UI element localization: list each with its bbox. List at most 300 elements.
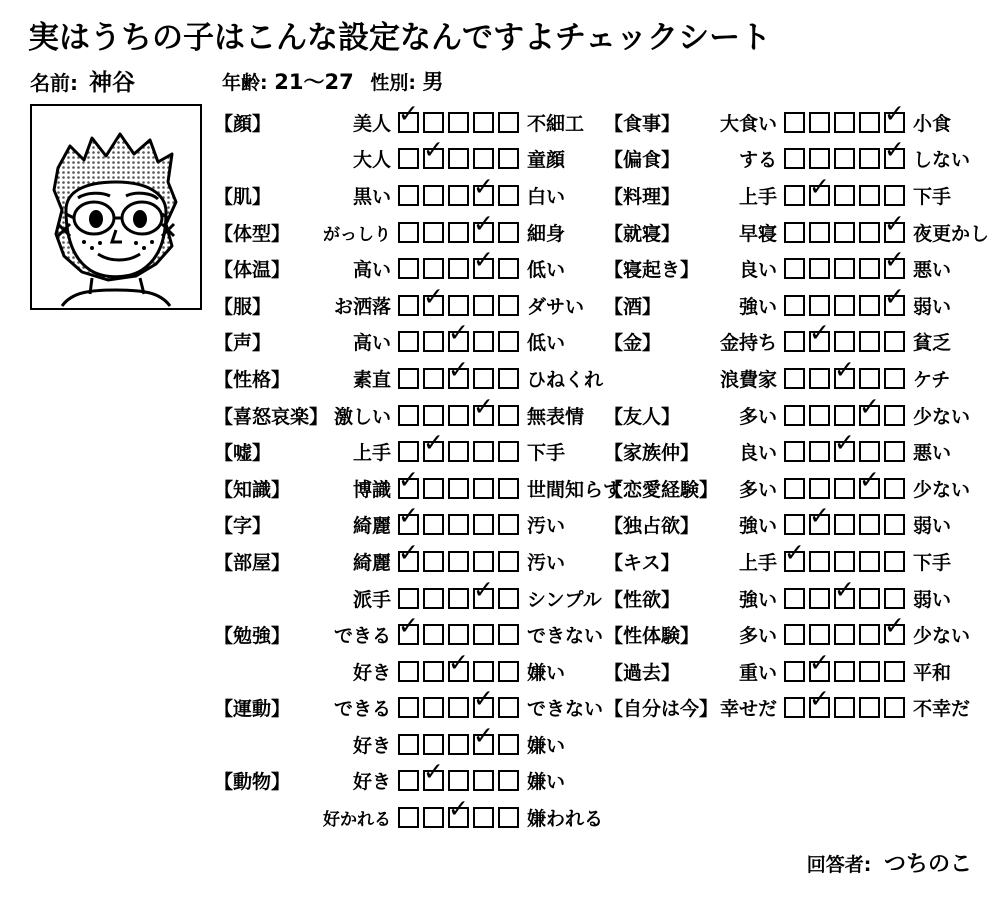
checkbox[interactable]: [498, 478, 519, 499]
checkbox[interactable]: [398, 770, 419, 791]
checkbox[interactable]: [398, 368, 419, 389]
name-value: 神谷: [88, 70, 135, 96]
row-label-left: 重い: [738, 661, 777, 684]
checkbox[interactable]: [809, 588, 830, 609]
checkbox[interactable]: [498, 770, 519, 791]
checkbox[interactable]: [423, 331, 444, 352]
checkbox[interactable]: [398, 734, 419, 755]
checkbox[interactable]: [473, 331, 494, 352]
row-label-left: 良い: [738, 259, 777, 282]
row-label-right: 低い: [527, 332, 566, 355]
checkbox[interactable]: [884, 98, 905, 133]
checkbox[interactable]: [809, 501, 830, 535]
checkbox[interactable]: [784, 368, 805, 389]
checkbox-group: [784, 281, 905, 316]
checkbox-group: [784, 647, 905, 682]
checkbox[interactable]: [398, 185, 419, 206]
checkbox[interactable]: [473, 684, 494, 718]
checkbox-group: [398, 318, 519, 352]
checkbox[interactable]: [784, 624, 805, 645]
checkbox[interactable]: [398, 258, 419, 279]
checkbox[interactable]: [859, 588, 880, 609]
checkbox[interactable]: [398, 405, 419, 426]
checkbox-group: [398, 574, 519, 609]
row-label-right: 不細工: [527, 112, 585, 135]
checkbox[interactable]: [398, 331, 419, 352]
checkbox[interactable]: [809, 171, 830, 206]
checkbox[interactable]: [473, 208, 494, 243]
checkbox[interactable]: [809, 551, 830, 572]
checkbox[interactable]: [498, 514, 519, 535]
checksheet-row: [214, 684, 622, 727]
checkbox[interactable]: [498, 588, 519, 609]
checksheet-row: [214, 757, 622, 800]
checkbox[interactable]: [473, 112, 494, 133]
checkbox[interactable]: [809, 148, 830, 169]
checkbox[interactable]: [834, 258, 855, 279]
checkbox[interactable]: [398, 611, 419, 645]
checkbox[interactable]: [423, 112, 444, 133]
name-label: 名前:: [30, 71, 78, 95]
checkbox-group: [784, 428, 905, 462]
checkbox[interactable]: [859, 391, 880, 426]
row-label-right: 汚い: [527, 551, 566, 574]
checkbox[interactable]: [834, 354, 855, 389]
checkbox[interactable]: [834, 661, 855, 682]
checksheet-row: [214, 354, 622, 397]
checkbox[interactable]: [473, 148, 494, 169]
checkbox[interactable]: [473, 574, 494, 609]
row-category: 【動物】: [214, 771, 291, 794]
checkbox[interactable]: [473, 295, 494, 316]
checkbox[interactable]: [398, 98, 419, 133]
check-icon: ✓: [473, 574, 494, 604]
checkbox[interactable]: [884, 441, 905, 462]
checkbox[interactable]: [473, 391, 494, 426]
row-label-left: できる: [333, 625, 391, 648]
checkbox-group: [784, 245, 905, 279]
row-label-right: 平和: [913, 661, 952, 684]
checksheet-row: [604, 611, 989, 653]
checkbox[interactable]: [448, 185, 469, 206]
checkbox[interactable]: [473, 478, 494, 499]
row-category: 【体温】: [214, 259, 291, 282]
checkbox[interactable]: [784, 222, 805, 243]
check-icon: ✓: [473, 684, 494, 714]
row-label-left: 多い: [738, 625, 777, 648]
check-icon: ✓: [448, 794, 469, 824]
row-label-left: 好き: [352, 734, 391, 757]
checkbox[interactable]: [473, 514, 494, 535]
checkbox[interactable]: [809, 441, 830, 462]
checkbox[interactable]: [859, 295, 880, 316]
checksheet-row: [604, 171, 989, 214]
checkbox[interactable]: [784, 295, 805, 316]
checkbox-group: [398, 245, 519, 279]
check-icon: ✓: [448, 354, 469, 384]
checkbox[interactable]: [859, 258, 880, 279]
checkbox[interactable]: [834, 697, 855, 718]
check-icon: ✓: [834, 574, 855, 604]
checkbox[interactable]: [859, 514, 880, 535]
row-label-left: 上手: [738, 551, 777, 574]
checkbox[interactable]: [473, 171, 494, 206]
checkbox[interactable]: [884, 245, 905, 279]
checkbox[interactable]: [834, 574, 855, 609]
checkbox[interactable]: [884, 281, 905, 316]
checkbox[interactable]: [448, 258, 469, 279]
checkbox[interactable]: [448, 222, 469, 243]
checkbox[interactable]: [498, 222, 519, 243]
checkbox[interactable]: [423, 281, 444, 316]
row-label-right: 嫌われる: [527, 808, 604, 831]
checkbox[interactable]: [423, 734, 444, 755]
checkbox[interactable]: [784, 112, 805, 133]
checkbox[interactable]: [448, 295, 469, 316]
checkbox[interactable]: [859, 551, 880, 572]
checksheet-row: [604, 208, 990, 251]
checkbox[interactable]: [784, 697, 805, 718]
check-icon: ✓: [473, 208, 494, 238]
checkbox[interactable]: [884, 135, 905, 169]
row-label-right: しない: [913, 149, 971, 172]
checkbox[interactable]: [834, 478, 855, 499]
checkbox[interactable]: [398, 588, 419, 609]
row-category: 【喜怒哀楽】: [214, 405, 329, 428]
checkbox[interactable]: [473, 368, 494, 389]
checkbox[interactable]: [884, 551, 905, 572]
row-category: 【体型】: [214, 222, 291, 245]
row-label-left: お洒落: [333, 295, 391, 318]
checkbox[interactable]: [834, 295, 855, 316]
checkbox[interactable]: [784, 148, 805, 169]
checkbox[interactable]: [498, 405, 519, 426]
row-label-right: ケチ: [913, 368, 951, 391]
checkbox[interactable]: [784, 588, 805, 609]
checkbox[interactable]: [473, 661, 494, 682]
checkbox[interactable]: [859, 624, 880, 645]
checkbox[interactable]: [784, 258, 805, 279]
checkbox[interactable]: [809, 112, 830, 133]
checkbox[interactable]: [784, 514, 805, 535]
checksheet-row: [214, 135, 622, 178]
row-category: 【字】: [214, 515, 272, 538]
checkbox[interactable]: [809, 258, 830, 279]
checkbox[interactable]: [884, 588, 905, 609]
checkbox[interactable]: [884, 478, 905, 499]
checkbox[interactable]: [859, 441, 880, 462]
checksheet-row: [214, 537, 622, 580]
checkbox[interactable]: [423, 588, 444, 609]
row-label-left: 上手: [738, 185, 777, 208]
checkbox[interactable]: [448, 551, 469, 572]
checkbox[interactable]: [884, 611, 905, 645]
row-label-right: できない: [527, 625, 604, 648]
checkbox[interactable]: [423, 478, 444, 499]
checkbox[interactable]: [884, 331, 905, 352]
checksheet-row: [214, 171, 622, 214]
checkbox[interactable]: [448, 405, 469, 426]
checkbox-group: [784, 171, 905, 206]
row-label-right: 低い: [527, 259, 566, 282]
checkbox[interactable]: [473, 624, 494, 645]
checkbox[interactable]: [473, 245, 494, 279]
checkbox[interactable]: [473, 770, 494, 791]
checkbox[interactable]: [423, 697, 444, 718]
checkbox-group: [784, 464, 905, 499]
checkbox[interactable]: [423, 258, 444, 279]
checkbox[interactable]: [473, 551, 494, 572]
row-label-right: 嫌い: [527, 771, 566, 794]
check-icon: ✓: [473, 720, 494, 750]
checkbox[interactable]: [448, 478, 469, 499]
checkbox[interactable]: [498, 807, 519, 828]
row-label-right: 下手: [527, 442, 566, 465]
row-category: 【金】: [604, 332, 662, 355]
checkbox[interactable]: [884, 661, 905, 682]
check-icon: ✓: [423, 281, 444, 311]
checksheet-row: [214, 208, 622, 251]
row-label-left: 博識: [352, 478, 391, 501]
checkbox[interactable]: [398, 441, 419, 462]
check-icon: ✓: [448, 318, 469, 348]
check-icon: ✓: [473, 245, 494, 275]
row-label-left: 大人: [352, 149, 391, 172]
checkbox[interactable]: [498, 734, 519, 755]
row-label-right: 嫌い: [527, 661, 566, 684]
checkbox[interactable]: [809, 222, 830, 243]
checkbox[interactable]: [498, 368, 519, 389]
right-column: [604, 98, 990, 726]
checkbox-group: [398, 135, 519, 169]
checkbox[interactable]: [859, 464, 880, 499]
checkbox[interactable]: [398, 697, 419, 718]
checkbox[interactable]: [448, 112, 469, 133]
row-label-right: 下手: [913, 551, 952, 574]
row-label-right: シンプル: [527, 588, 602, 611]
checkbox[interactable]: [834, 624, 855, 645]
checkbox[interactable]: [448, 588, 469, 609]
checkbox[interactable]: [448, 318, 469, 352]
checkbox[interactable]: [784, 441, 805, 462]
row-label-right: 無表情: [527, 405, 585, 428]
checkbox-group: [784, 684, 905, 718]
checksheet-row: [214, 281, 622, 324]
checkbox[interactable]: [423, 135, 444, 169]
checkbox[interactable]: [498, 148, 519, 169]
checkbox[interactable]: [398, 148, 419, 169]
row-category: 【友人】: [604, 405, 681, 428]
checkbox[interactable]: [859, 368, 880, 389]
row-category: 【声】: [214, 332, 272, 355]
checkbox[interactable]: [784, 331, 805, 352]
checkbox[interactable]: [884, 185, 905, 206]
checksheet-row: [604, 574, 989, 617]
checkbox[interactable]: [423, 185, 444, 206]
checkbox[interactable]: [859, 148, 880, 169]
checkbox[interactable]: [448, 794, 469, 828]
checkbox[interactable]: [859, 222, 880, 243]
checkbox-group: [398, 537, 519, 572]
checkbox[interactable]: [834, 514, 855, 535]
checkbox[interactable]: [834, 185, 855, 206]
row-label-left: する: [738, 149, 777, 172]
checkbox[interactable]: [423, 514, 444, 535]
checkbox[interactable]: [423, 661, 444, 682]
checkbox[interactable]: [448, 354, 469, 389]
row-category: 【家族仲】: [604, 442, 700, 465]
checkbox-group: [784, 318, 905, 352]
check-icon: ✓: [809, 501, 830, 531]
checkbox-group: [398, 794, 519, 828]
checkbox[interactable]: [398, 807, 419, 828]
row-category: 【独占欲】: [604, 515, 700, 538]
checksheet-row: [604, 98, 989, 141]
checkbox[interactable]: [834, 331, 855, 352]
row-label-right: 汚い: [527, 515, 566, 538]
checkbox[interactable]: [448, 647, 469, 682]
row-label-left: 黒い: [352, 185, 391, 208]
checkbox[interactable]: [834, 428, 855, 462]
checkbox[interactable]: [423, 222, 444, 243]
checkbox[interactable]: [498, 551, 519, 572]
row-label-left: 強い: [738, 515, 777, 538]
checkbox[interactable]: [498, 112, 519, 133]
checkbox[interactable]: [784, 185, 805, 206]
checkbox[interactable]: [498, 624, 519, 645]
checkbox[interactable]: [423, 368, 444, 389]
checkbox-group: [398, 464, 519, 499]
checksheet-row: [214, 245, 622, 287]
row-category: 【嘘】: [214, 442, 272, 465]
checkbox[interactable]: [884, 514, 905, 535]
checkbox[interactable]: [398, 222, 419, 243]
checkbox[interactable]: [398, 537, 419, 572]
answerer-label: 回答者:: [806, 854, 872, 876]
name-row: [30, 64, 135, 97]
checkbox[interactable]: [834, 551, 855, 572]
checkbox[interactable]: [398, 464, 419, 499]
checkbox[interactable]: [398, 501, 419, 535]
row-label-right: 弱い: [913, 515, 952, 538]
checkbox[interactable]: [423, 624, 444, 645]
checkbox[interactable]: [784, 661, 805, 682]
checkbox[interactable]: [448, 441, 469, 462]
checkbox[interactable]: [398, 661, 419, 682]
checkbox[interactable]: [448, 148, 469, 169]
check-icon: ✓: [398, 611, 419, 641]
checkbox[interactable]: [448, 624, 469, 645]
checkbox[interactable]: [423, 551, 444, 572]
checkbox[interactable]: [473, 441, 494, 462]
checkbox[interactable]: [859, 112, 880, 133]
checkbox-group: [784, 537, 905, 572]
row-label-left: 派手: [352, 588, 391, 611]
checkbox[interactable]: [498, 661, 519, 682]
checkbox[interactable]: [423, 757, 444, 791]
checksheet-row: [604, 318, 989, 361]
checkbox[interactable]: [884, 208, 905, 243]
checkbox[interactable]: [448, 734, 469, 755]
checkbox[interactable]: [884, 368, 905, 389]
check-icon: ✓: [398, 537, 419, 567]
checkbox-group: [398, 98, 519, 133]
checkbox[interactable]: [884, 405, 905, 426]
checkbox[interactable]: [784, 478, 805, 499]
row-label-right: 世間知らず: [527, 478, 623, 501]
check-icon: ✓: [423, 135, 444, 165]
checkbox[interactable]: [448, 514, 469, 535]
checkbox[interactable]: [809, 647, 830, 682]
row-label-right: ダサい: [527, 295, 585, 318]
checkbox[interactable]: [859, 697, 880, 718]
checksheet-row: [604, 391, 989, 434]
checkbox[interactable]: [423, 807, 444, 828]
checkbox[interactable]: [859, 661, 880, 682]
checkbox[interactable]: [498, 295, 519, 316]
checkbox[interactable]: [498, 258, 519, 279]
checkbox[interactable]: [498, 697, 519, 718]
checkbox[interactable]: [498, 185, 519, 206]
checksheet-row: [604, 464, 989, 507]
checkbox[interactable]: [448, 770, 469, 791]
checkbox[interactable]: [859, 331, 880, 352]
checkbox[interactable]: [398, 295, 419, 316]
row-label-left: 幸せだ: [719, 698, 777, 721]
checkbox[interactable]: [809, 624, 830, 645]
checkbox-group: [398, 428, 519, 462]
row-label-left: 浪費家: [719, 368, 777, 391]
checkbox[interactable]: [809, 478, 830, 499]
checkbox[interactable]: [473, 807, 494, 828]
checkbox[interactable]: [423, 405, 444, 426]
row-label-right: 下手: [913, 185, 952, 208]
checkbox[interactable]: [809, 368, 830, 389]
check-icon: ✓: [884, 208, 905, 238]
checkbox[interactable]: [809, 405, 830, 426]
checkbox-group: [784, 501, 905, 535]
checkbox[interactable]: [423, 428, 444, 462]
checkbox[interactable]: [884, 697, 905, 718]
row-label-left: 綺麗: [352, 515, 391, 538]
checkbox[interactable]: [498, 441, 519, 462]
checkbox[interactable]: [784, 405, 805, 426]
check-icon: ✓: [884, 245, 905, 275]
checkbox[interactable]: [834, 405, 855, 426]
age-label: 年齢:: [222, 72, 268, 94]
checksheet-row: [604, 354, 989, 397]
row-category: 【寝起き】: [604, 259, 700, 282]
checkbox[interactable]: [784, 537, 805, 572]
checkbox-group: [398, 501, 519, 535]
checkbox[interactable]: [834, 148, 855, 169]
checkbox[interactable]: [473, 720, 494, 755]
checkbox[interactable]: [834, 222, 855, 243]
checkbox[interactable]: [859, 185, 880, 206]
checkbox-group: [784, 135, 905, 169]
checkbox[interactable]: [834, 112, 855, 133]
row-category: 【性体験】: [604, 625, 700, 648]
checkbox[interactable]: [809, 295, 830, 316]
row-category: 【料理】: [604, 185, 681, 208]
checkbox[interactable]: [498, 331, 519, 352]
row-category: 【偏食】: [604, 149, 681, 172]
checkbox[interactable]: [809, 684, 830, 718]
check-icon: ✓: [859, 464, 880, 494]
checkbox[interactable]: [448, 697, 469, 718]
checkbox[interactable]: [809, 318, 830, 352]
checkbox-group: [398, 757, 519, 791]
